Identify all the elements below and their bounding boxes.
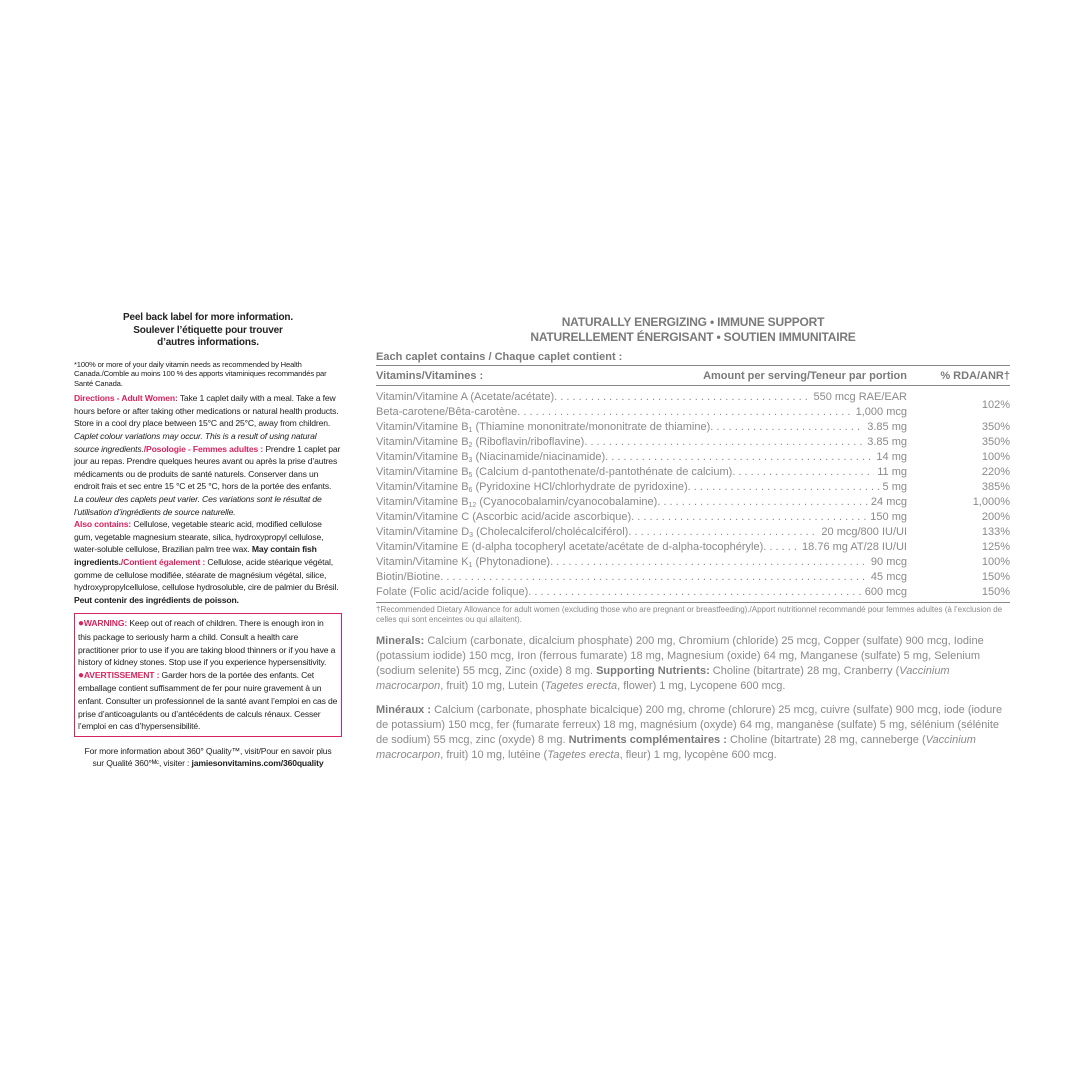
table-row <box>376 525 1010 540</box>
vitamin-name <box>376 540 763 555</box>
warning-label: WARNING: <box>83 618 128 629</box>
vitamin-name-text: Vitamin/Vitamine B <box>376 496 469 508</box>
beta-carotene-name: Beta-carotene/Bêta-carotène <box>376 406 518 418</box>
also-contains-label: Also contains: <box>74 519 132 530</box>
vitamin-subscript: 6 <box>468 487 473 494</box>
directions-paragraph <box>74 392 342 518</box>
vitamin-line <box>376 510 907 525</box>
nutriments-text-3: , fleur) 1 mg, lycopène 600 mcg. <box>619 749 777 761</box>
vitamin-pct: 385% <box>981 481 1010 493</box>
peel-back-notice <box>74 312 342 350</box>
vitamin-amount: 600 mcg <box>864 586 907 598</box>
more-info-line-2 <box>74 757 342 769</box>
supporting-text-1: Choline (bitartrate) 28 mg, Cranberry ( <box>709 665 900 677</box>
vitamin-line <box>376 495 907 510</box>
also-contains-text: Cellulose, vegetable stearic acid, modified cellulose gum, vegetable magnesium stearate, silica, hydroxypropyl cellulose, water-soluble cellulose, Brazilian palm tree wax. <box>74 519 324 555</box>
vitamin-amount: 90 mcg <box>870 556 907 568</box>
col-rda: % RDA/ANR† <box>940 369 1010 382</box>
vitamin-amount: 18.76 mg AT/28 IU/UI <box>802 541 907 553</box>
avertissement-label: AVERTISSEMENT : <box>83 669 160 680</box>
table-row <box>376 450 1010 465</box>
heading-en: NATURALLY ENERGIZING • IMMUNE SUPPORT <box>561 315 825 329</box>
table-row <box>376 420 1010 435</box>
mineraux-text: Calcium (carbonate, phosphate bicalcique) 200 mg, chrome (chlorure) 25 mcg, cuivre (sulfate) 900 mcg, iode (iodure de potassium) 150 mcg, fer (fumarate ferreux) 18 mg, magnésium (oxyde) 64 mg, manganèse (sulfate) 5 mg, sélénium (sélénite de sodium) 55 mcg, zinc (oxyde) 8 mg. <box>376 704 1003 746</box>
vitamin-name <box>376 525 628 540</box>
vitamin-amount: 45 mcg <box>870 571 907 583</box>
daily-needs-footnote: *100% or more of your daily vitamin needs as recommended by Health Canada./Comble au moins 100 % des apports vitaminiques recommandés par Santé Canada. <box>74 359 327 388</box>
supporting-text-3: , flower) 1 mg, Lycopene 600 mcg. <box>617 680 786 692</box>
minerals-fr <box>376 703 1010 763</box>
vitamin-name-text: Folate (Folic acid/acide folique) <box>376 586 529 598</box>
vitamin-pct: 220% <box>981 466 1010 478</box>
vitamin-a-name: Vitamin/Vitamine A (Acetate/acétate) <box>376 391 555 403</box>
vitamin-source: (Niacinamide/niacinamide) <box>472 451 606 463</box>
vitamin-subscript: 3 <box>469 532 474 539</box>
peel-line-1: Peel back label for more information. <box>122 312 294 323</box>
vitamin-a-line <box>376 390 907 405</box>
col-vitamins: Vitamins/Vitamines : <box>376 369 484 382</box>
vitamin-pct: 200% <box>981 511 1010 523</box>
beta-carotene-amount: 1,000 mcg <box>855 406 907 418</box>
table-row <box>376 435 1010 450</box>
vitamin-source: (Cyanocobalamin/cyanocobalamine) <box>476 496 658 508</box>
posologie-label: /Posologie - Femmes adultes : <box>143 443 264 454</box>
warning-en <box>78 617 338 668</box>
vitamin-name <box>376 585 528 600</box>
vitamin-amount: 3.85 mg <box>867 421 907 433</box>
nutriments-text-1: Choline (bitartrate) 28 mg, canneberge ( <box>726 734 926 746</box>
vitamin-pct: 350% <box>981 421 1010 433</box>
vitamin-name-text: Vitamin/Vitamine B <box>376 436 469 448</box>
vitamin-name <box>376 435 584 450</box>
vitamin-line <box>376 480 907 495</box>
minerals-en <box>376 634 1010 694</box>
vitamin-name <box>376 495 657 510</box>
supporting-text-2: , fruit) 10 mg, Lutein ( <box>440 680 545 692</box>
directions-italic: Caplet colour variations may occur. This is a result of using natural source ingredients. <box>74 431 317 454</box>
vitamin-name <box>376 465 732 480</box>
vitamin-name <box>376 570 440 585</box>
vitamin-source: (Calcium d-pantothenate/d-pantothénate de calcium) <box>472 466 733 478</box>
may-contain-fish: May contain fish ingredients. <box>74 544 317 567</box>
vitamin-name-text: Vitamin/Vitamine B <box>376 466 469 478</box>
vitamin-source: (Riboflavin/riboflavine) <box>472 436 585 448</box>
vitamin-pct: 150% <box>981 571 1010 583</box>
vitamin-name <box>376 555 550 570</box>
vitamin-name-text: Vitamin/Vitamine B <box>376 421 469 433</box>
vitamin-subscript: 3 <box>468 457 473 464</box>
vitamin-pct: 150% <box>981 586 1010 598</box>
nutriments-italic-2: Tagetes erecta <box>547 749 620 761</box>
table-bottom-rule <box>376 602 1010 603</box>
peut-contenir-poisson: Peut contenir des ingrédients de poisson. <box>74 594 239 605</box>
more-info-prefix: sur Qualité 360°ᴹᶜ, visiter : <box>92 758 192 769</box>
directions-label: Directions - Adult Women: <box>74 393 178 404</box>
vitamin-line <box>376 585 907 600</box>
contient-label: /Contient également : <box>120 557 206 567</box>
ingredients-paragraph <box>74 518 342 606</box>
warning-fr <box>78 669 338 733</box>
vitamin-source: (Cholecalciferol/cholécalciférol) <box>473 526 629 538</box>
vitamin-table <box>376 390 1010 600</box>
peel-line-3: d’autres informations. <box>157 337 259 348</box>
table-row <box>376 570 1010 585</box>
vitamin-source: (Pyridoxine HCl/chlorhydrate de pyridoxine) <box>472 481 688 493</box>
vitamin-amount: 20 mcg/800 IU/UI <box>821 526 907 538</box>
vitamin-name-text: Vitamin/Vitamine D <box>376 526 470 538</box>
vitamin-pct: 1,000% <box>972 496 1010 508</box>
vitamin-subscript: 2 <box>468 442 473 449</box>
table-row <box>376 585 1010 600</box>
vitamin-subscript: 12 <box>468 502 477 509</box>
col-amount: Amount per serving/Teneur par portion <box>703 369 907 382</box>
vitamin-line <box>376 450 907 465</box>
vitamin-pct: 100% <box>981 556 1010 568</box>
vitamin-line <box>376 435 907 450</box>
vitamin-line <box>376 525 907 540</box>
vitamin-line <box>376 420 907 435</box>
vitamin-amount: 11 mg <box>877 466 907 478</box>
peel-line-2: Soulever l’étiquette pour trouver <box>133 324 283 336</box>
more-info <box>74 745 342 770</box>
table-row <box>376 540 1010 555</box>
vitamin-line <box>376 465 907 480</box>
warning-box <box>74 613 342 736</box>
vitamin-line <box>376 555 907 570</box>
rda-footnote: †Recommended Dietary Allowance for adult women (excluding those who are pregnant or breastfeeding)./Apport nutritionnel recommandé pour femmes adultes (à l’exclusion de celles qui sont enceintes ou qui allaitent). <box>376 605 1003 624</box>
nutriments-label: Nutriments complémentaires : <box>568 734 727 746</box>
nutriments-italic-1: Vaccinium macrocarpon <box>376 734 976 761</box>
vitamin-name-text: Vitamin/Vitamine B <box>376 481 469 493</box>
caplet-contains: Each caplet contains / Chaque caplet contient : <box>376 351 623 363</box>
table-header <box>376 365 1010 386</box>
vitamin-a-pct: 102% <box>981 398 1010 411</box>
vitamin-name-text: Vitamin/Vitamine K <box>376 556 469 568</box>
supporting-label: Supporting Nutrients: <box>596 665 710 677</box>
vitamin-amount: 150 mg <box>870 511 907 523</box>
table-row <box>376 510 1010 525</box>
vitamin-line <box>376 570 907 585</box>
quality-url-link[interactable]: jamiesonvitamins.com/360quality <box>191 758 324 769</box>
vitamin-a-amount: 550 mcg RAE/EAR <box>813 391 907 403</box>
directions-text: Take 1 caplet daily with a meal. Take a few hours before or after taking other medications or natural health products. Store in a cool dry place between 15°C and 25°C, away from children. <box>74 393 339 429</box>
supporting-italic-1: Vaccinium macrocarpon <box>376 665 950 692</box>
vitamin-name-text: Vitamin/Vitamine B <box>376 451 469 463</box>
table-row <box>376 480 1010 495</box>
vitamin-name-text: Vitamin/Vitamine C (Ascorbic acid/acide ascorbique) <box>376 511 632 523</box>
posologie-text: Prendre 1 caplet par jour au repas. Prendre quelques heures avant ou après la prise d’autres médicaments ou de produits de santé naturels. Conserver dans un endroit frais et sec entre 15 °C et 25 °C, hors de la portée des enfants. <box>74 443 341 492</box>
vitamin-pct: 350% <box>981 436 1010 448</box>
vitamin-source: (Thiamine mononitrate/mononitrate de thiamine) <box>472 421 711 433</box>
vitamin-pct: 133% <box>981 526 1010 538</box>
vitamin-name <box>376 450 605 465</box>
more-info-line-1: For more information about 360° Quality™, visit/Pour en savoir plus <box>84 745 332 756</box>
posologie-italic: La couleur des caplets peut varier. Ces variations sont le résultat de l’utilisation d’ingrédients de source naturelle. <box>74 494 322 517</box>
heading-fr: NATURELLEMENT ÉNERGISANT • SOUTIEN IMMUNITAIRE <box>530 330 856 344</box>
nutriments-text-2: , fruit) 10 mg, lutéine ( <box>440 749 548 761</box>
vitamin-name-text: Biotin/Biotine <box>376 571 441 583</box>
table-row <box>376 555 1010 570</box>
table-row <box>376 465 1010 480</box>
vitamin-amount: 3.85 mg <box>867 436 907 448</box>
avertissement-bullet-icon: ● <box>78 669 84 681</box>
minerals-label: Minerals: <box>376 635 425 647</box>
table-row <box>376 495 1010 510</box>
vitamin-amount: 14 mg <box>876 451 907 463</box>
vitamin-subscript: 1 <box>468 562 473 569</box>
contient-text: Cellulose, acide stéarique végétal, gomme de cellulose modifiée, stéarate de magnésium végétal, silice, hydroxypropylcellulose, cellulose hydrosoluble, cire de palmier du Brésil. <box>74 557 339 593</box>
supporting-italic-2: Tagetes erecta <box>544 680 618 692</box>
minerals-text: Calcium (carbonate, dicalcium phosphate) 200 mg, Chromium (chloride) 25 mcg, Copper (sulfate) 900 mcg, Iodine (potassium iodide) 150 mcg, Iron (ferrous fumarate) 18 mg, Magnesium (oxide) 64 mg, Manganese (sulfate) 5 mg, Selenium (sodium selenite) 55 mcg, Zinc (oxide) 8 mg. <box>376 635 984 677</box>
beta-carotene-line <box>376 405 907 420</box>
vitamin-pct: 125% <box>981 541 1010 553</box>
vitamin-line <box>376 540 907 555</box>
supplement-facts-panel <box>376 315 1010 763</box>
mineraux-label: Minéraux : <box>376 704 432 716</box>
warning-text: Keep out of reach of children. There is enough iron in this package to seriously harm a child. Consult a health care practitioner prior to use if you are taking blood thinners or if you have a history of kidney stones. Stop use if you experience hypersensitivity. <box>78 618 336 668</box>
vitamin-source: (Phytonadione) <box>472 556 551 568</box>
avertissement-text: Garder hors de la portée des enfants. Cet emballage contient suffisamment de fer pour nuire gravement à un enfant. Consulter un professionnel de la santé avant l’emploi en cas de prise d’anticoagulants ou d’antécédents de calculs rénaux. Cesser l’emploi en cas d’hypersensibilité. <box>78 669 338 732</box>
vitamin-name <box>376 510 631 525</box>
left-panel <box>74 312 342 770</box>
vitamin-name <box>376 480 688 495</box>
vitamin-name-text: Vitamin/Vitamine E (d-alpha tocopheryl acetate/acétate de d-alpha-tocophéryle) <box>376 541 764 553</box>
vitamin-amount: 5 mg <box>882 481 907 493</box>
vitamin-name <box>376 420 710 435</box>
warning-bullet-icon: ● <box>78 618 84 630</box>
vitamin-subscript: 5 <box>468 472 473 479</box>
vitamin-pct: 100% <box>981 451 1010 463</box>
vitamin-amount: 24 mcg <box>870 496 907 508</box>
vitamin-subscript: 1 <box>468 427 473 434</box>
table-row <box>376 390 1010 420</box>
